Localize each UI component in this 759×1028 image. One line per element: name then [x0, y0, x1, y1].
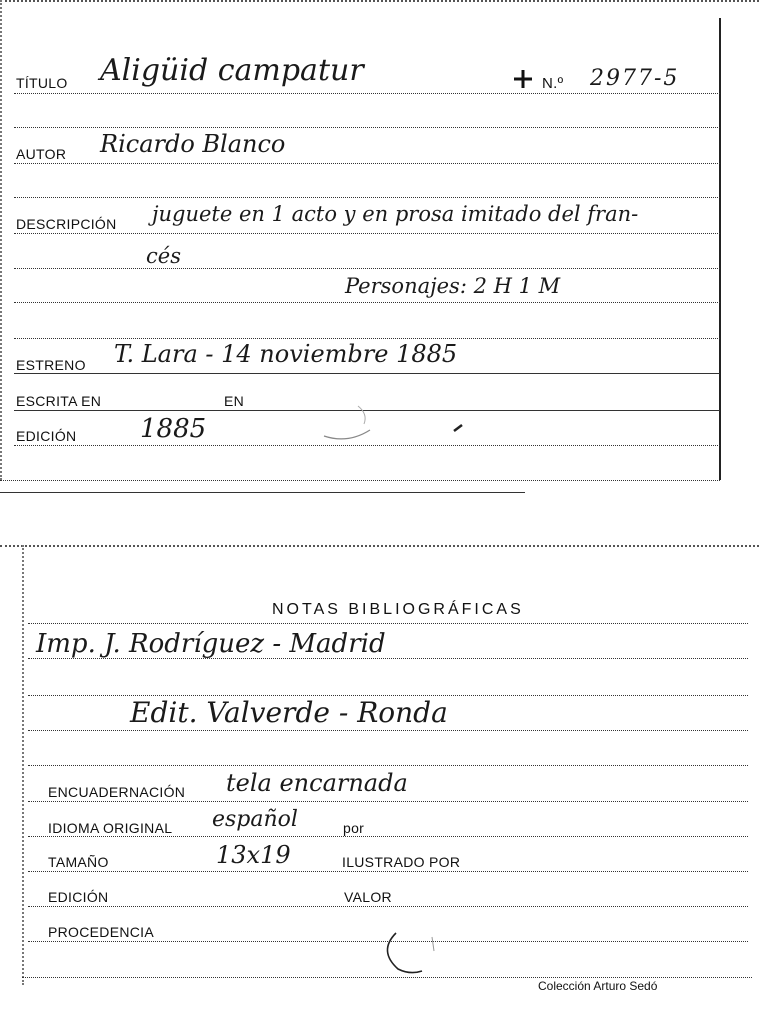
premiere-value: T. Lara - 14 noviembre 1885 [114, 340, 458, 368]
description-line-2: cés [146, 244, 181, 268]
divider-rule [14, 127, 720, 128]
card-left-edge [0, 0, 2, 480]
description-rule-4 [14, 338, 720, 339]
description-rule-1 [14, 233, 720, 234]
description-label: DESCRIPCIÓN [16, 216, 117, 232]
card-bottom-edge [0, 480, 720, 481]
divider-rule [14, 197, 720, 198]
binding-value: tela encarnada [226, 769, 408, 797]
card-bottom-edge [22, 977, 752, 978]
language-value: español [212, 807, 298, 832]
illustrated-label: ILUSTRADO POR [342, 854, 461, 870]
binding-label: ENCUADERNACIÓN [48, 784, 186, 800]
description-rule-3 [14, 302, 720, 303]
ink-smudge-icon [318, 400, 378, 445]
title-label: TÍTULO [16, 75, 68, 91]
binding-rule [28, 801, 748, 802]
description-rule-2 [14, 268, 720, 269]
size-label: TAMAÑO [48, 854, 109, 870]
premiere-rule [14, 373, 720, 374]
card-left-edge [22, 545, 24, 985]
description-line-3: Personajes: 2 H 1 M [345, 274, 561, 298]
language-label: IDIOMA ORIGINAL [48, 820, 173, 836]
written-label: ESCRITA EN [16, 393, 102, 409]
card-top-edge [0, 0, 759, 2]
value-label: VALOR [344, 889, 392, 905]
author-rule [14, 163, 720, 164]
by-label: por [343, 820, 365, 836]
edition-value: 1885 [140, 414, 207, 444]
provenance-label: PROCEDENCIA [48, 924, 154, 940]
written-in-label: EN [224, 393, 245, 409]
ink-dot-icon [452, 423, 464, 433]
plus-mark-icon [512, 68, 534, 90]
number-value: 2977-5 [590, 66, 680, 91]
language-rule [28, 836, 748, 837]
catalog-card-top [0, 0, 759, 490]
notes-rule-5 [28, 765, 748, 766]
card-top-edge [0, 545, 759, 547]
author-label: AUTOR [16, 146, 67, 162]
catalog-card-bottom [0, 545, 759, 1028]
notes-rule-1 [28, 623, 748, 624]
author-value: Ricardo Blanco [100, 130, 286, 158]
collection-credit: Colección Arturo Sedó [538, 979, 658, 993]
edition-label: EDICIÓN [16, 428, 77, 444]
edition-label: EDICIÓN [48, 889, 109, 905]
edition-rule [14, 445, 720, 446]
title-value: Aligüid campatur [100, 53, 364, 88]
ink-smudge-icon [374, 929, 444, 977]
card-shadow-edge [0, 492, 525, 493]
section-heading: NOTAS BIBLIOGRÁFICAS [272, 601, 524, 618]
note-line-2: Edit. Valverde - Ronda [130, 696, 448, 729]
number-label: N.º [542, 75, 564, 92]
title-rule [14, 93, 720, 94]
size-rule [28, 871, 748, 872]
premiere-label: ESTRENO [16, 357, 86, 373]
notes-rule-4 [28, 730, 748, 731]
edition-rule [28, 906, 748, 907]
description-line-1: juguete en 1 acto y en prosa imitado del fran- [152, 202, 639, 226]
size-value: 13x19 [216, 841, 291, 869]
note-line-1: Imp. J. Rodríguez - Madrid [36, 629, 386, 659]
